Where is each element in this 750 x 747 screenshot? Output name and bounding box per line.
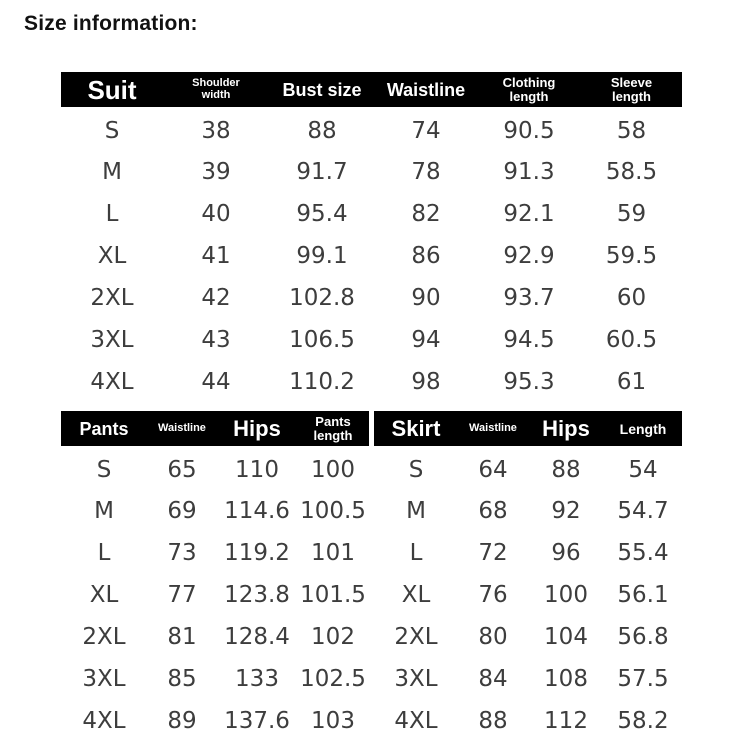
suit-value-cell: 74 <box>411 118 441 144</box>
pants-size-cell: XL <box>89 582 119 608</box>
skirt-value-cell: 104 <box>544 624 588 650</box>
pants-value-cell: 114.6 <box>224 498 290 524</box>
skirt-value-cell: 72 <box>478 540 508 566</box>
skirt-table-row <box>374 446 682 490</box>
suit-value-cell: 95.4 <box>296 201 348 227</box>
pants-value-cell: 128.4 <box>224 624 290 650</box>
skirt-table-row <box>374 700 682 742</box>
suit-value-cell: 102.8 <box>289 285 355 311</box>
suit-header-row <box>61 72 682 107</box>
skirt-table-row <box>374 490 682 532</box>
skirt-value-cell: 80 <box>478 624 508 650</box>
skirt-value-cell: 54.7 <box>617 498 669 524</box>
suit-table-row <box>61 235 682 277</box>
pants-table-row <box>61 700 369 742</box>
skirt-value-cell: 76 <box>478 582 508 608</box>
skirt-table-row <box>374 532 682 574</box>
suit-value-cell: 110.2 <box>289 369 355 395</box>
skirt-value-cell: 68 <box>478 498 508 524</box>
suit-table-row <box>61 319 682 361</box>
pants-value-cell: 77 <box>167 582 197 608</box>
page-title: Size information: <box>24 12 198 35</box>
suit-header-clothing-length: Clothing length <box>477 72 581 107</box>
pants-value-cell: 69 <box>167 498 197 524</box>
skirt-value-cell: 112 <box>544 708 588 734</box>
skirt-value-cell: 88 <box>478 708 508 734</box>
skirt-size-cell: M <box>406 498 426 524</box>
suit-value-cell: 86 <box>411 243 441 269</box>
skirt-value-cell: 88 <box>551 457 581 483</box>
suit-value-cell: 59 <box>616 201 647 227</box>
suit-value-cell: 82 <box>411 201 441 227</box>
suit-size-cell: S <box>104 118 120 144</box>
pants-value-cell: 100.5 <box>300 498 366 524</box>
suit-value-cell: 60 <box>616 285 647 311</box>
suit-table-body <box>61 107 682 403</box>
skirt-value-cell: 64 <box>478 457 508 483</box>
suit-header-sleeve-length: Sleeve length <box>581 72 682 107</box>
suit-value-cell: 94.5 <box>503 327 555 353</box>
suit-value-cell: 78 <box>411 159 441 185</box>
suit-table-row <box>61 151 682 193</box>
skirt-table-body <box>374 446 682 742</box>
pants-value-cell: 102 <box>311 624 355 650</box>
pants-value-cell: 102.5 <box>300 666 366 692</box>
suit-value-cell: 44 <box>201 369 231 395</box>
skirt-header-skirt: Skirt <box>374 411 458 446</box>
pants-size-table <box>61 411 369 742</box>
suit-value-cell: 58 <box>616 118 647 144</box>
skirt-value-cell: 54 <box>628 457 658 483</box>
skirt-table-row <box>374 574 682 616</box>
pants-value-cell: 89 <box>167 708 197 734</box>
pants-header-hips: Hips <box>217 411 297 446</box>
skirt-value-cell: 84 <box>478 666 508 692</box>
skirt-value-cell: 55.4 <box>617 540 669 566</box>
pants-value-cell: 110 <box>235 457 279 483</box>
pants-value-cell: 123.8 <box>224 582 290 608</box>
suit-size-cell: 4XL <box>90 369 134 395</box>
skirt-size-cell: XL <box>401 582 431 608</box>
pants-table-row <box>61 658 369 700</box>
suit-value-cell: 58.5 <box>605 159 658 185</box>
suit-size-cell: 3XL <box>90 327 134 353</box>
suit-value-cell: 92.1 <box>503 201 555 227</box>
pants-value-cell: 65 <box>167 457 197 483</box>
skirt-value-cell: 96 <box>551 540 581 566</box>
pants-value-cell: 100 <box>311 457 355 483</box>
skirt-size-table <box>374 411 682 742</box>
pants-table-row <box>61 490 369 532</box>
suit-value-cell: 91.3 <box>503 159 555 185</box>
pants-value-cell: 119.2 <box>224 540 290 566</box>
skirt-value-cell: 92 <box>551 498 581 524</box>
skirt-header-hips: Hips <box>528 411 604 446</box>
pants-table-row <box>61 616 369 658</box>
suit-value-cell: 43 <box>201 327 231 353</box>
pants-size-cell: 2XL <box>82 624 126 650</box>
suit-value-cell: 88 <box>307 118 337 144</box>
suit-size-cell: 2XL <box>90 285 134 311</box>
pants-value-cell: 101 <box>311 540 355 566</box>
suit-header-shoulder-width: Shoulder width <box>163 72 269 107</box>
skirt-value-cell: 100 <box>544 582 588 608</box>
pants-value-cell: 81 <box>167 624 197 650</box>
suit-table-row <box>61 277 682 319</box>
skirt-size-cell: 3XL <box>394 666 438 692</box>
suit-value-cell: 106.5 <box>289 327 355 353</box>
suit-value-cell: 38 <box>201 118 231 144</box>
pants-table-body <box>61 446 369 742</box>
suit-value-cell: 99.1 <box>296 243 348 269</box>
suit-value-cell: 42 <box>201 285 231 311</box>
skirt-value-cell: 56.1 <box>617 582 669 608</box>
suit-size-cell: XL <box>97 243 127 269</box>
pants-value-cell: 85 <box>167 666 197 692</box>
skirt-size-cell: S <box>408 457 424 483</box>
suit-value-cell: 40 <box>201 201 231 227</box>
suit-header-suit: Suit <box>61 72 163 107</box>
skirt-value-cell: 58.2 <box>617 708 669 734</box>
suit-value-cell: 59.5 <box>605 243 658 269</box>
pants-value-cell: 101.5 <box>300 582 366 608</box>
skirt-header-length: Length <box>604 411 682 446</box>
suit-value-cell: 98 <box>411 369 441 395</box>
suit-value-cell: 94 <box>411 327 441 353</box>
pants-size-cell: 4XL <box>82 708 126 734</box>
skirt-header-row <box>374 411 682 446</box>
skirt-value-cell: 56.8 <box>617 624 669 650</box>
pants-size-cell: L <box>97 540 111 566</box>
skirt-header-waistline: Waistline <box>458 411 528 446</box>
pants-header-pants: Pants <box>61 411 147 446</box>
suit-value-cell: 95.3 <box>503 369 555 395</box>
pants-size-cell: S <box>96 457 112 483</box>
suit-value-cell: 60.5 <box>605 327 658 353</box>
pants-value-cell: 137.6 <box>224 708 290 734</box>
pants-size-cell: M <box>94 498 114 524</box>
suit-value-cell: 41 <box>201 243 231 269</box>
suit-table-row <box>61 193 682 235</box>
suit-header-bust-size: Bust size <box>269 72 375 107</box>
suit-value-cell: 61 <box>616 369 647 395</box>
suit-value-cell: 91.7 <box>296 159 348 185</box>
suit-size-cell: M <box>102 159 122 185</box>
pants-value-cell: 133 <box>235 666 279 692</box>
skirt-value-cell: 57.5 <box>617 666 669 692</box>
pants-table-row <box>61 574 369 616</box>
skirt-size-cell: 4XL <box>394 708 438 734</box>
skirt-table-row <box>374 658 682 700</box>
skirt-table-row <box>374 616 682 658</box>
suit-value-cell: 39 <box>201 159 231 185</box>
suit-value-cell: 90 <box>411 285 441 311</box>
pants-header-row <box>61 411 369 446</box>
pants-value-cell: 73 <box>167 540 197 566</box>
suit-size-table <box>61 72 682 403</box>
pants-header-pants-length: Pants length <box>297 411 369 446</box>
skirt-size-cell: 2XL <box>394 624 438 650</box>
suit-table-row <box>61 107 682 151</box>
pants-table-row <box>61 446 369 490</box>
pants-size-cell: 3XL <box>82 666 126 692</box>
pants-header-waistline: Waistline <box>147 411 217 446</box>
suit-header-waistline: Waistline <box>375 72 477 107</box>
suit-value-cell: 90.5 <box>503 118 555 144</box>
suit-table-row <box>61 361 682 403</box>
skirt-size-cell: L <box>409 540 423 566</box>
pants-value-cell: 103 <box>311 708 355 734</box>
suit-value-cell: 93.7 <box>503 285 555 311</box>
suit-value-cell: 92.9 <box>503 243 555 269</box>
pants-table-row <box>61 532 369 574</box>
suit-size-cell: L <box>105 201 119 227</box>
skirt-value-cell: 108 <box>544 666 588 692</box>
